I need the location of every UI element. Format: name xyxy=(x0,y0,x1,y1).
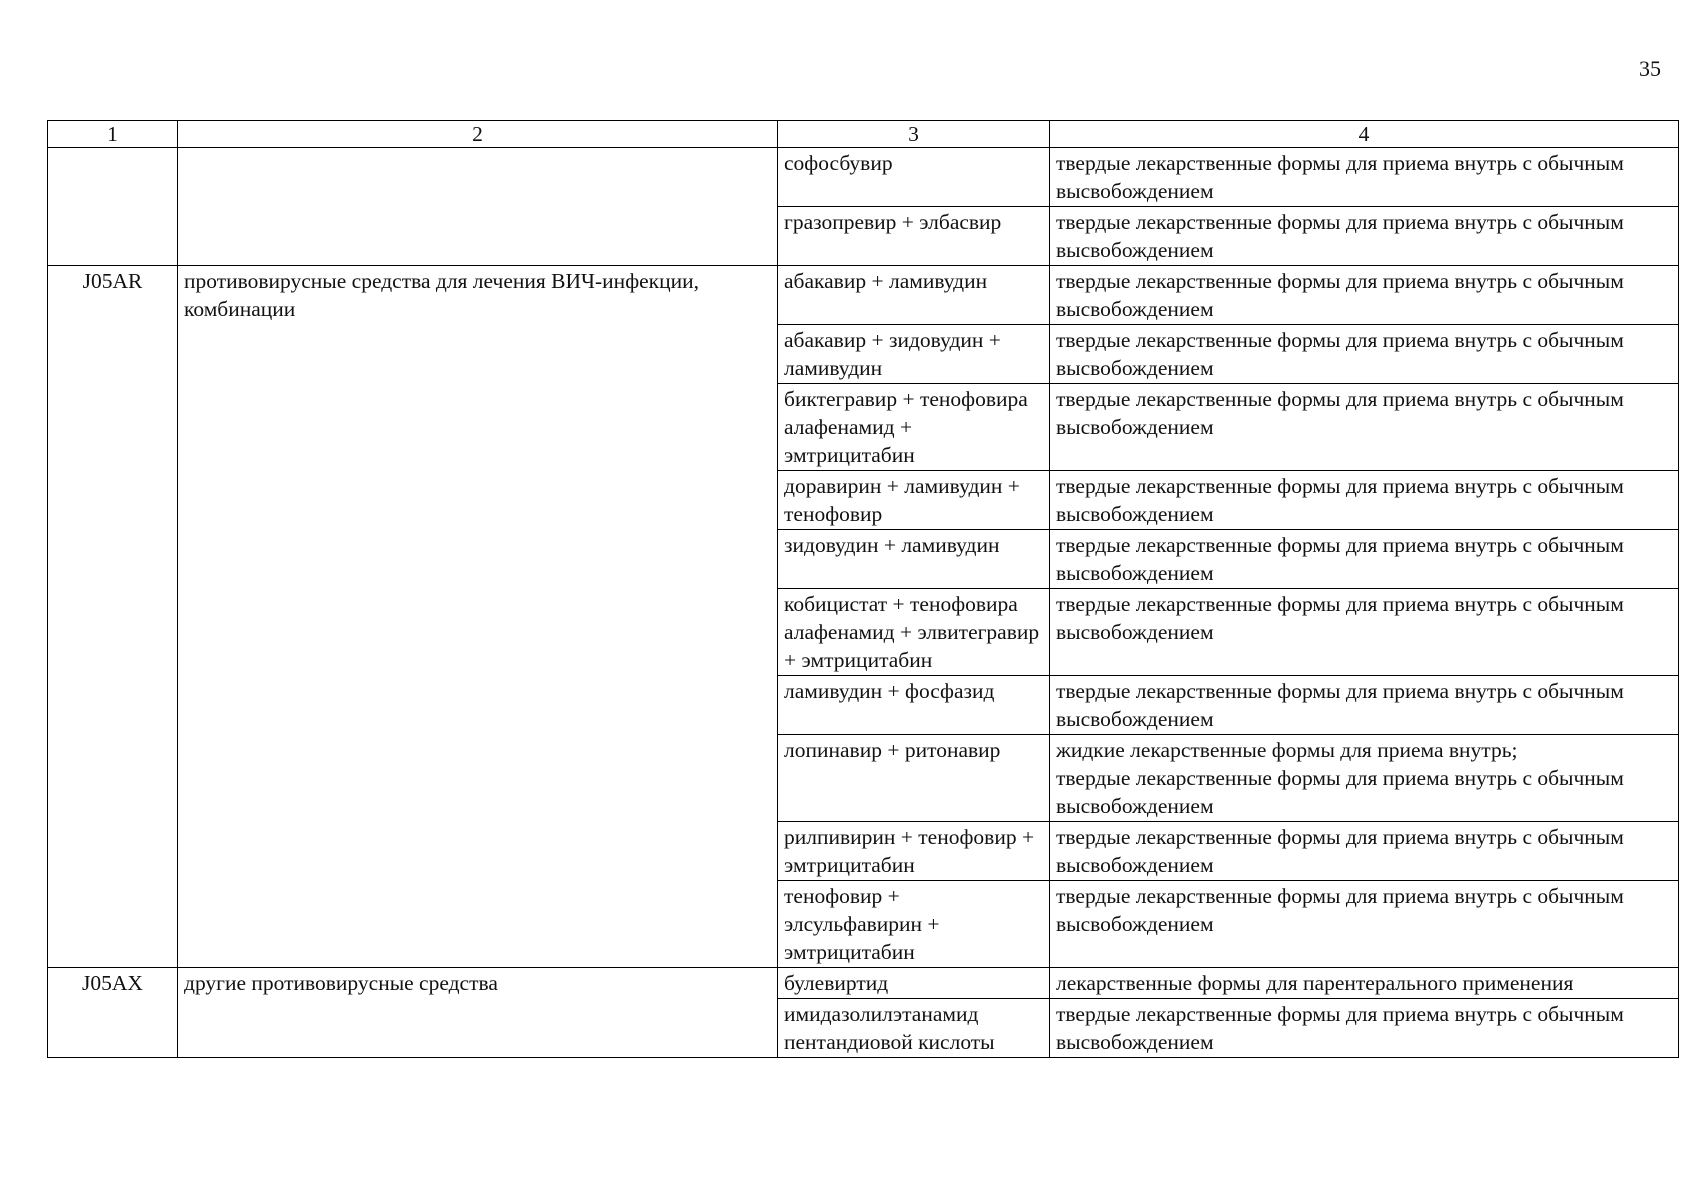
drug-name-cell: лопинавир + ритонавир xyxy=(778,735,1050,822)
table-row xyxy=(48,148,1679,207)
drug-name-cell: зидовудин + ламивудин xyxy=(778,530,1050,589)
dosage-form-text: твердые лекарственные формы для приема внутрь с обычным высвобождением xyxy=(1056,387,1624,439)
dosage-form-cell xyxy=(1050,266,1679,325)
dosage-form-text: твердые лекарственные формы для приема внутрь с обычным высвобождением xyxy=(1056,151,1624,203)
dosage-form-text: твердые лекарственные формы для приема внутрь с обычным высвобождением xyxy=(1056,210,1624,262)
dosage-form-cell xyxy=(1050,589,1679,676)
dosage-form-cell xyxy=(1050,881,1679,968)
group-name-cell xyxy=(178,148,778,266)
dosage-form-text: твердые лекарственные формы для приема внутрь с обычным высвобождением xyxy=(1056,328,1624,380)
dosage-form-text: твердые лекарственные формы для приема внутрь с обычным высвобождением xyxy=(1056,592,1624,644)
dosage-form-cell xyxy=(1050,999,1679,1058)
drug-name-cell: булевиртид xyxy=(778,968,1050,999)
drug-name-cell: кобицистат + тенофовира алафенамид + элвитегравир + эмтрицитабин xyxy=(778,589,1050,676)
drug-name-cell: биктегравир + тенофовира алафенамид + эмтрицитабин xyxy=(778,384,1050,471)
table-row xyxy=(48,266,1679,325)
dosage-form-cell xyxy=(1050,471,1679,530)
dosage-form-text: жидкие лекарственные формы для приема внутрь; xyxy=(1056,738,1518,762)
dosage-form-cell xyxy=(1050,207,1679,266)
group-name-cell: другие противовирусные средства xyxy=(178,968,778,1058)
drug-name-cell: абакавир + зидовудин + ламивудин xyxy=(778,325,1050,384)
drug-classification-table xyxy=(47,120,1679,1058)
dosage-form-text: лекарственные формы для парентерального применения xyxy=(1056,971,1574,995)
drug-name-cell: рилпивирин + тенофовир + эмтрицитабин xyxy=(778,822,1050,881)
drug-name-cell: абакавир + ламивудин xyxy=(778,266,1050,325)
dosage-form-text: твердые лекарственные формы для приема внутрь с обычным высвобождением xyxy=(1056,884,1624,936)
dosage-form-text: твердые лекарственные формы для приема внутрь с обычным высвобождением xyxy=(1056,474,1624,526)
atc-code-cell xyxy=(48,148,178,266)
column-header-3: 3 xyxy=(778,121,1050,148)
drug-name-cell: ламивудин + фосфазид xyxy=(778,676,1050,735)
group-name-cell: противовирусные средства для лечения ВИЧ-инфекции, комбинации xyxy=(178,266,778,968)
dosage-form-cell xyxy=(1050,384,1679,471)
table-row xyxy=(48,968,1679,999)
drug-name-cell: доравирин + ламивудин + тенофовир xyxy=(778,471,1050,530)
dosage-form-cell xyxy=(1050,822,1679,881)
dosage-form-cell xyxy=(1050,148,1679,207)
dosage-form-text: твердые лекарственные формы для приема внутрь с обычным высвобождением xyxy=(1056,679,1624,731)
drug-name-cell: тенофовир + элсульфавирин + эмтрицитабин xyxy=(778,881,1050,968)
dosage-form-text: твердые лекарственные формы для приема внутрь с обычным высвобождением xyxy=(1056,533,1624,585)
dosage-form-text: твердые лекарственные формы для приема внутрь с обычным высвобождением xyxy=(1056,269,1624,321)
dosage-form-text: твердые лекарственные формы для приема внутрь с обычным высвобождением xyxy=(1056,1002,1624,1054)
dosage-form-cell xyxy=(1050,325,1679,384)
column-header-4: 4 xyxy=(1050,121,1679,148)
drug-name-cell: имидазолилэтанамид пентандиовой кислоты xyxy=(778,999,1050,1058)
page-number: 35 xyxy=(1639,56,1661,81)
column-header-1: 1 xyxy=(48,121,178,148)
dosage-form-cell xyxy=(1050,530,1679,589)
drug-name-cell: гразопревир + элбасвир xyxy=(778,207,1050,266)
dosage-form-cell xyxy=(1050,676,1679,735)
column-header-2: 2 xyxy=(178,121,778,148)
dosage-form-text: твердые лекарственные формы для приема внутрь с обычным высвобождением xyxy=(1056,825,1624,877)
atc-code-cell: J05AX xyxy=(48,968,178,1058)
table-header-row xyxy=(48,121,1679,148)
dosage-form-cell xyxy=(1050,968,1679,999)
table-body xyxy=(48,148,1679,1058)
dosage-form-cell xyxy=(1050,735,1679,822)
atc-code-cell: J05AR xyxy=(48,266,178,968)
dosage-form-text: твердые лекарственные формы для приема внутрь с обычным высвобождением xyxy=(1056,766,1624,818)
drug-name-cell: софосбувир xyxy=(778,148,1050,207)
